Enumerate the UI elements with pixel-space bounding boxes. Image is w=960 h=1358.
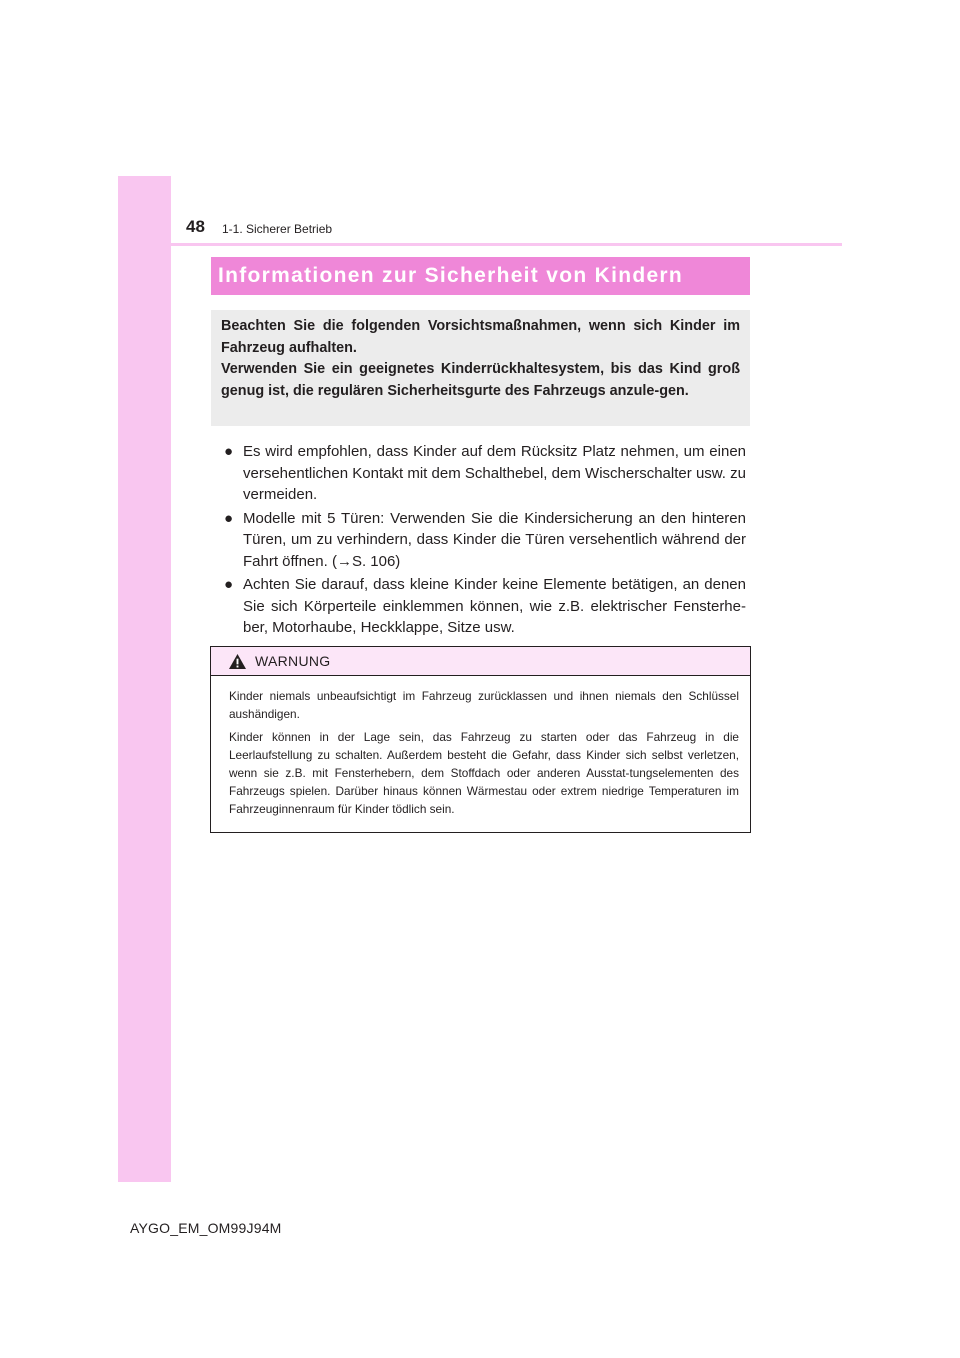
bullet-list — [224, 441, 746, 641]
warning-label: WARNUNG — [255, 653, 331, 669]
header-rule — [118, 243, 842, 246]
list-item-text: Modelle mit 5 Türen: Verwenden Sie die Kindersicherung an den hinteren Türen, um zu verhindern, dass Kinder die Türen versehentlich während der Fahrt öffnen. (→S. 106) — [243, 509, 746, 570]
section-title: Informationen zur Sicherheit von Kindern — [218, 264, 684, 287]
warning-body — [211, 676, 750, 818]
bullet-icon: ● — [224, 509, 234, 527]
list-item-text: Achten Sie darauf, dass kleine Kinder keine Elemente betätigen, an denen Sie sich Körperteile einklemmen können, wie z.B. elektrischer Fensterhe-ber, Motorhaube, Heckklappe, Sitze usw. — [243, 576, 746, 636]
intro-line: Verwenden Sie ein geeignetes Kinderrückhaltesystem, bis das Kind groß genug ist, die regulären Sicherheitsgurte des Fahrzeugs anzule-gen. — [221, 361, 740, 399]
intro-box — [211, 310, 750, 426]
section-title-bar — [211, 257, 750, 295]
page-number: 48 — [186, 217, 205, 236]
list-item — [224, 508, 746, 573]
bullet-icon: ● — [224, 576, 234, 593]
warning-triangle-icon — [228, 653, 247, 670]
document-code: AYGO_EM_OM99J94M — [130, 1220, 282, 1236]
warning-box — [210, 646, 751, 833]
intro-line: Beachten Sie die folgenden Vorsichtsmaßnahmen, wenn sich Kinder im Fahrzeug aufhalten. — [221, 318, 740, 356]
warning-paragraph: Kinder niemals unbeaufsichtigt im Fahrzeug zurücklassen und ihnen niemals den Schlüssel aushändigen. — [229, 689, 739, 721]
section-reference: 1-1. Sicherer Betrieb — [222, 222, 333, 236]
side-tab — [118, 176, 171, 1182]
bullet-icon: ● — [224, 443, 234, 460]
list-item-text: Es wird empfohlen, dass Kinder auf dem Rücksitz Platz nehmen, um einen versehentlichen Kontakt mit dem Schalthebel, dem Wischerschalter usw. zu vermeiden. — [243, 443, 746, 503]
warning-header — [211, 647, 750, 676]
list-item — [224, 574, 746, 639]
list-item — [224, 441, 746, 506]
warning-paragraph: Kinder können in der Lage sein, das Fahrzeug zu starten oder das Fahrzeug in die Leerlaufstellung zu schalten. Außerdem besteht die Gefahr, dass Kinder sich selbst verletzen, wenn sie z.B. mit Fensterhebern, dem Stoffdach oder anderen Ausstat-tungselementen des Fahrzeugs spielen. Darüber hinaus können Wärmestau oder extrem niedrige Temperaturen im Fahrzeuginnenraum für Kinder tödlich sein. — [229, 730, 739, 816]
